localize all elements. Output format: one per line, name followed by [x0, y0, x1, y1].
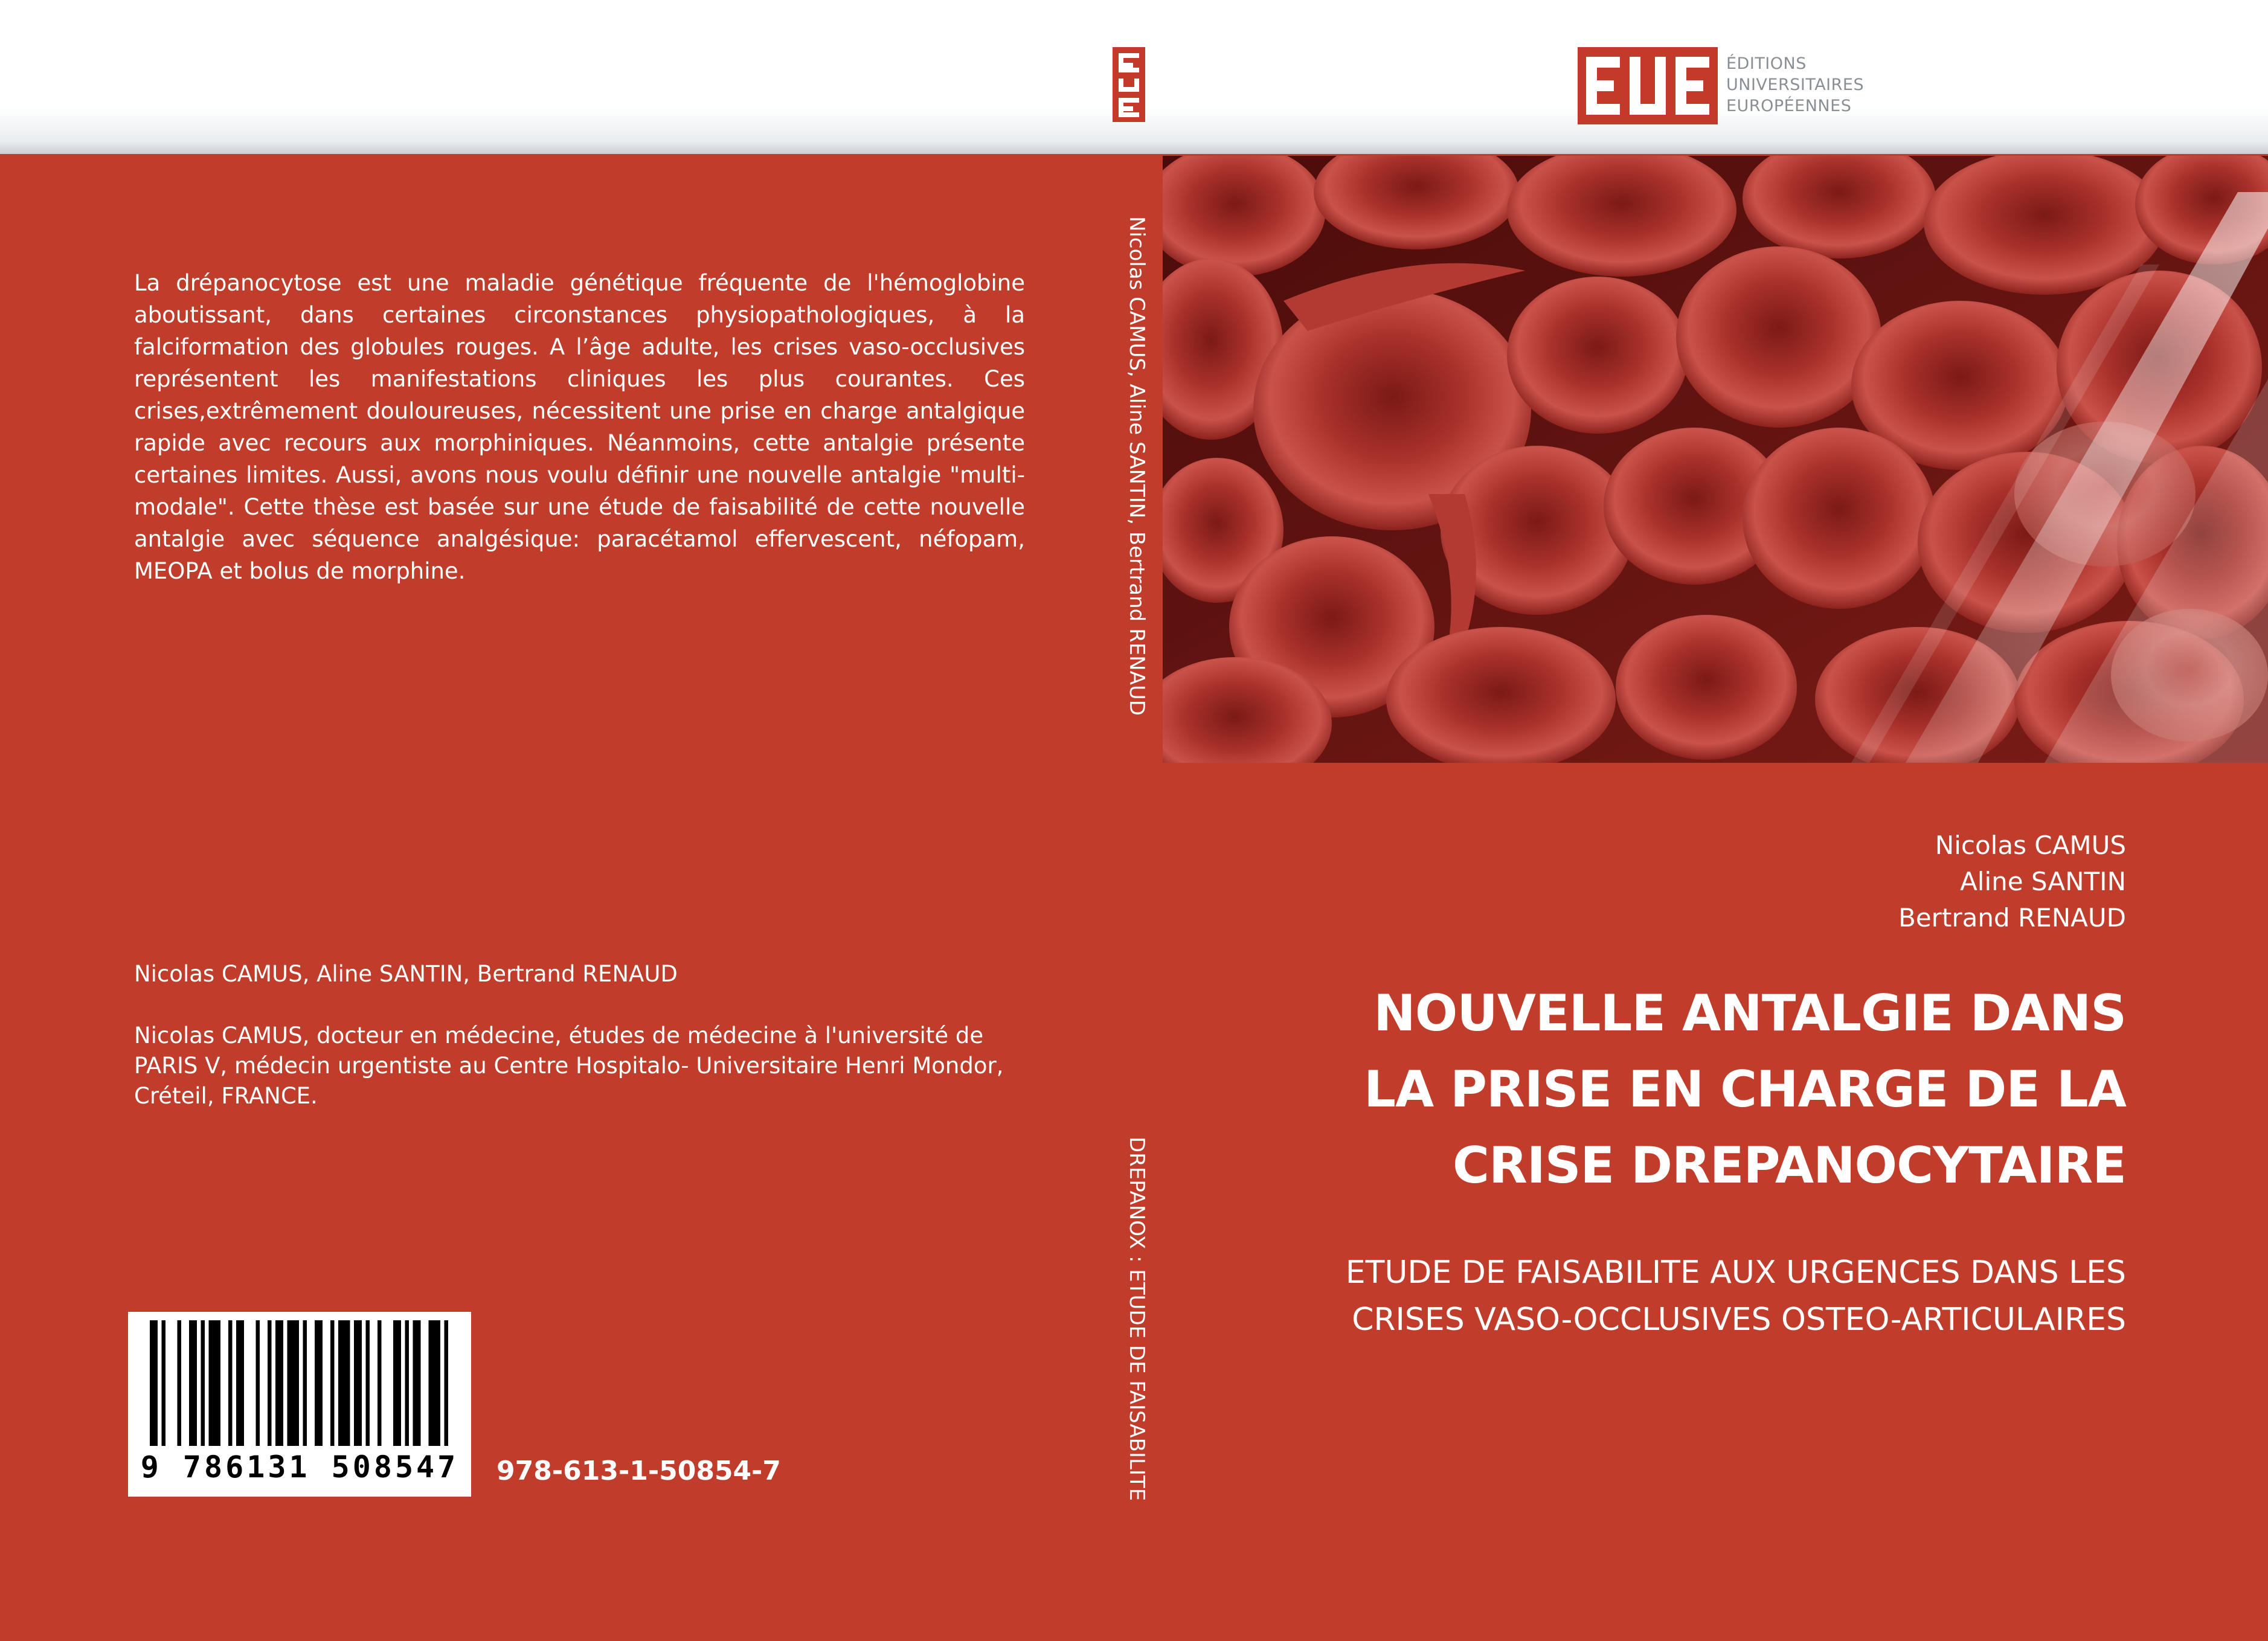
- spine-title: DREPANOX : ETUDE DE FAISABILITE: [1125, 1137, 1149, 1501]
- publisher-name-line-3: EUROPÉENNES: [1726, 97, 1852, 115]
- front-author-1: Nicolas CAMUS: [1935, 830, 2126, 860]
- back-cover-authors: Nicolas CAMUS, Aline SANTIN, Bertrand RENAUD: [134, 961, 678, 987]
- book-subtitle-line-1: ETUDE DE FAISABILITE AUX URGENCES DANS LES: [1345, 1254, 2126, 1291]
- publisher-name-line-2: UNIVERSITAIRES: [1726, 75, 1865, 94]
- publisher-logo: [1578, 47, 1718, 124]
- book-title-line-1: NOUVELLE ANTALGIE DANS: [1373, 984, 2126, 1042]
- front-author-3: Bertrand RENAUD: [1898, 903, 2126, 933]
- book-title-line-2: LA PRISE EN CHARGE DE LA: [1364, 1060, 2126, 1119]
- front-cover-authors: [1582, 827, 2126, 936]
- book-subtitle-line-2: CRISES VASO-OCCLUSIVES OSTEO-ARTICULAIRES: [1352, 1302, 2126, 1338]
- book-title-line-3: CRISE DREPANOCYTAIRE: [1453, 1136, 2126, 1195]
- isbn-barcode: [128, 1312, 471, 1497]
- spine-authors: Nicolas CAMUS, Aline SANTIN, Bertrand RENAUD: [1125, 216, 1149, 716]
- spine-publisher-logo: [1113, 47, 1145, 122]
- red-blood-cells-image: [1163, 156, 2268, 763]
- barcode-digits: 9 786131 508547: [140, 1450, 459, 1485]
- book-subtitle: [1160, 1249, 2126, 1343]
- front-author-2: Aline SANTIN: [1960, 867, 2126, 896]
- publisher-name-line-1: ÉDITIONS: [1726, 54, 1807, 73]
- isbn-number: 978-613-1-50854-7: [496, 1456, 782, 1486]
- publisher-name: [1726, 53, 1907, 117]
- author-biography: Nicolas CAMUS, docteur en médecine, études de médecine à l'université de PARIS V, médecin urgentiste au Centre Hospitalo- Universitaire Henri Mondor, Créteil, FRANCE.: [134, 1023, 1004, 1109]
- book-title: [1220, 975, 2126, 1204]
- back-cover-blurb: La drépanocytose est une maladie génétique fréquente de l'hémoglobine aboutissant, dans certaines circonstances physiopathologiques, à la falciformation des globules rouges. A l’âge adulte, les crises vaso-occlusives représentent les manifestations cliniques les plus courantes. Ces crises,extrêmement douloureuses, nécessitent une prise en charge antalgique rapide avec recours aux morphiniques. Néanmoins, cette antalgie présente certaines limites. Aussi, avons nous voulu définir une nouvelle antalgie "multi- modale". Cette thèse est basée sur une étude de faisabilité de cette nouvelle antalgie avec séquence analgésique: paracétamol effervescent, néfopam, MEOPA et bolus de morphine.: [134, 270, 1025, 584]
